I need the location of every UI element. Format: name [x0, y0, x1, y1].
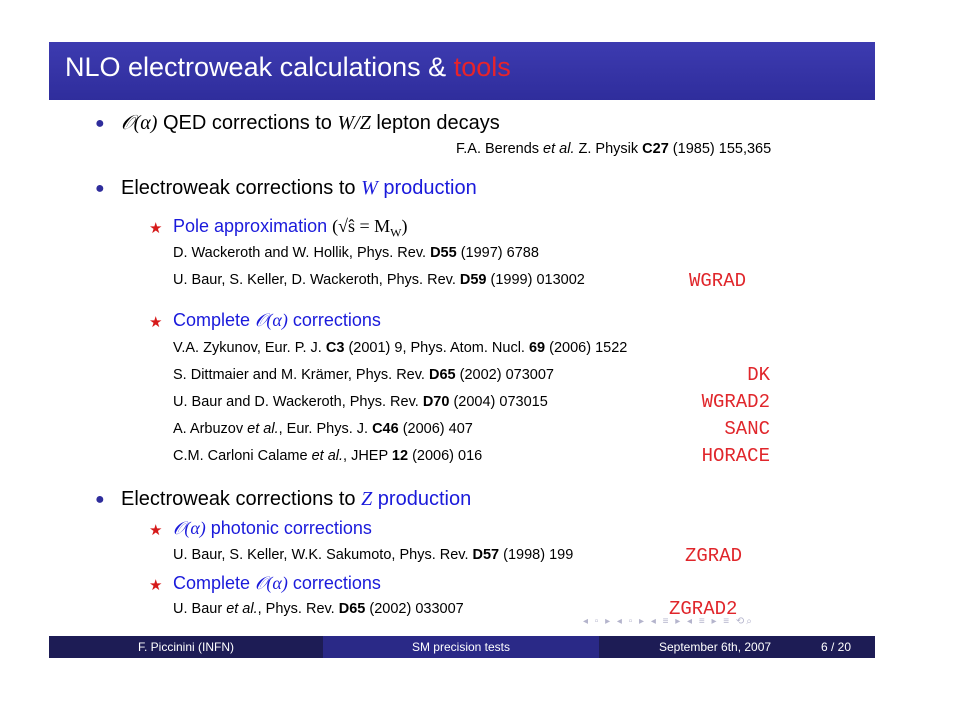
ref-text: (2004) 073015: [449, 394, 548, 410]
ref-text: (2002) 033007: [365, 601, 464, 617]
bullet-text: Electroweak corrections to: [121, 177, 362, 199]
ref-text: , Phys. Rev.: [257, 601, 339, 617]
footer-author: F. Piccinini (INFN): [49, 636, 323, 658]
bullet-text: Electroweak corrections to: [121, 488, 362, 510]
ref-etal: et al.: [226, 601, 258, 617]
reference-dittmaier-kraemer: [173, 367, 554, 383]
math-subscript: W: [390, 225, 402, 240]
subbullet-complete-corrections: [173, 310, 381, 331]
math-z: Z: [361, 488, 373, 510]
bullet-qed-corrections: [121, 112, 500, 135]
subbullet-photonic-corrections: [173, 518, 372, 539]
bullet-dot-icon: ●: [95, 491, 105, 508]
title-accent: tools: [453, 52, 511, 82]
ref-text: (1997) 6788: [456, 245, 539, 261]
math-order-alpha: 𝒪(α): [255, 573, 288, 593]
reference-carloni-calame: [173, 448, 482, 464]
bullet-text: lepton decays: [370, 112, 500, 134]
ref-text: A. Arbuzov: [173, 421, 248, 437]
title-bar: [49, 42, 875, 100]
ref-text: (2002) 073007: [455, 367, 554, 383]
reference-arbuzov: [173, 421, 473, 437]
ref-volume: 12: [391, 448, 409, 464]
footer-bar: [49, 636, 875, 658]
tool-horace: HORACE: [701, 445, 770, 467]
bullet-text: production: [372, 488, 472, 510]
subbullet-label: corrections: [287, 310, 381, 330]
tool-sanc: SANC: [724, 418, 770, 440]
slide-title: [65, 52, 511, 83]
math-order-alpha: 𝒪(α): [255, 310, 288, 330]
ref-text: Z. Physik: [574, 141, 643, 157]
math-wz: W/Z: [337, 112, 371, 134]
bullet-dot-icon: ●: [95, 180, 105, 197]
reference-baur-keller-wackeroth: [173, 272, 585, 288]
subbullet-label: photonic corrections: [205, 518, 372, 538]
math-order-alpha: 𝒪(α): [173, 518, 206, 538]
tool-wgrad: WGRAD: [689, 270, 747, 292]
tool-wgrad2: WGRAD2: [701, 391, 770, 413]
footer-date: September 6th, 2007: [659, 640, 772, 654]
ref-volume: D65: [428, 367, 456, 383]
tool-zgrad2: ZGRAD2: [669, 598, 738, 620]
ref-volume: 69: [528, 340, 546, 356]
ref-text: (1985) 155,365: [668, 141, 772, 157]
bullet-text: QED corrections to: [157, 112, 338, 134]
ref-volume: D57: [472, 547, 500, 563]
ref-text: V.A. Zykunov, Eur. P. J.: [173, 340, 326, 356]
bullet-dot-icon: ●: [95, 115, 105, 132]
reference-wackeroth-hollik: [173, 245, 539, 261]
ref-volume: C27: [642, 141, 669, 157]
ref-text: D. Wackeroth and W. Hollik, Phys. Rev.: [173, 245, 431, 261]
ref-text: , Eur. Phys. J.: [278, 421, 373, 437]
ref-text: U. Baur: [173, 601, 227, 617]
math-w: W: [361, 177, 378, 199]
ref-text: (2001) 9, Phys. Atom. Nucl.: [344, 340, 529, 356]
star-bullet-icon: ★: [149, 577, 163, 594]
footer-talk-title: SM precision tests: [323, 636, 599, 658]
subbullet-label: Complete: [173, 573, 256, 593]
beamer-navigation-icons[interactable]: ◂ ▫ ▸ ◂ ▫ ▸ ◂ ≡ ▸ ◂ ≡ ▸ ≡ ⟲⌕: [583, 616, 754, 627]
subbullet-complete-corrections-z: [173, 573, 381, 594]
ref-etal: et al.: [311, 448, 344, 464]
star-bullet-icon: ★: [149, 220, 163, 237]
star-bullet-icon: ★: [149, 522, 163, 539]
ref-volume: D59: [459, 272, 487, 288]
ref-text: (1998) 199: [499, 547, 574, 563]
math-order-alpha: 𝒪(α): [121, 112, 158, 134]
ref-text: (2006) 1522: [545, 340, 628, 356]
ref-volume: C46: [372, 421, 399, 437]
subbullet-label: Complete: [173, 310, 256, 330]
math-part: (√ŝ = M: [332, 216, 391, 236]
ref-etal: et al.: [247, 421, 279, 437]
star-bullet-icon: ★: [149, 314, 163, 331]
reference-zykunov: [173, 340, 627, 356]
title-text: NLO electroweak calculations &: [65, 52, 454, 82]
footer-date-page: [599, 636, 875, 658]
ref-text: U. Baur, S. Keller, D. Wackeroth, Phys. Rev.: [173, 272, 460, 288]
ref-text: (1999) 013002: [486, 272, 585, 288]
bullet-text: production: [377, 177, 477, 199]
ref-text: U. Baur, S. Keller, W.K. Sakumoto, Phys. Rev.: [173, 547, 473, 563]
math-part: ): [401, 216, 408, 236]
reference-baur-wackeroth: [173, 394, 548, 410]
ref-text: U. Baur and D. Wackeroth, Phys. Rev.: [173, 394, 423, 410]
reference-baur-etal: [173, 601, 464, 617]
ref-text: , JHEP: [343, 448, 392, 464]
ref-volume: D65: [338, 601, 366, 617]
ref-text: (2006) 016: [408, 448, 483, 464]
ref-volume: D55: [430, 245, 457, 261]
subbullet-label: Pole approximation: [173, 216, 328, 236]
subbullet-label: corrections: [287, 573, 381, 593]
tool-dk: DK: [747, 364, 770, 386]
slide: [49, 42, 875, 662]
footer-page-number: 6 / 20: [821, 640, 852, 654]
tool-zgrad: ZGRAD: [685, 545, 743, 567]
ref-text: C.M. Carloni Calame: [173, 448, 312, 464]
ref-text: (2006) 407: [398, 421, 473, 437]
ref-etal: et al.: [543, 141, 575, 157]
reference-baur-keller-sakumoto: [173, 547, 573, 563]
reference-berends: [456, 141, 771, 157]
ref-volume: C3: [325, 340, 345, 356]
ref-volume: D70: [422, 394, 450, 410]
subbullet-pole-approximation: [173, 216, 407, 241]
ref-text: S. Dittmaier and M. Krämer, Phys. Rev.: [173, 367, 429, 383]
math-sqrt-s: [332, 216, 408, 240]
bullet-z-production: [121, 488, 471, 511]
bullet-w-production: [121, 177, 477, 200]
ref-text: F.A. Berends: [456, 141, 544, 157]
